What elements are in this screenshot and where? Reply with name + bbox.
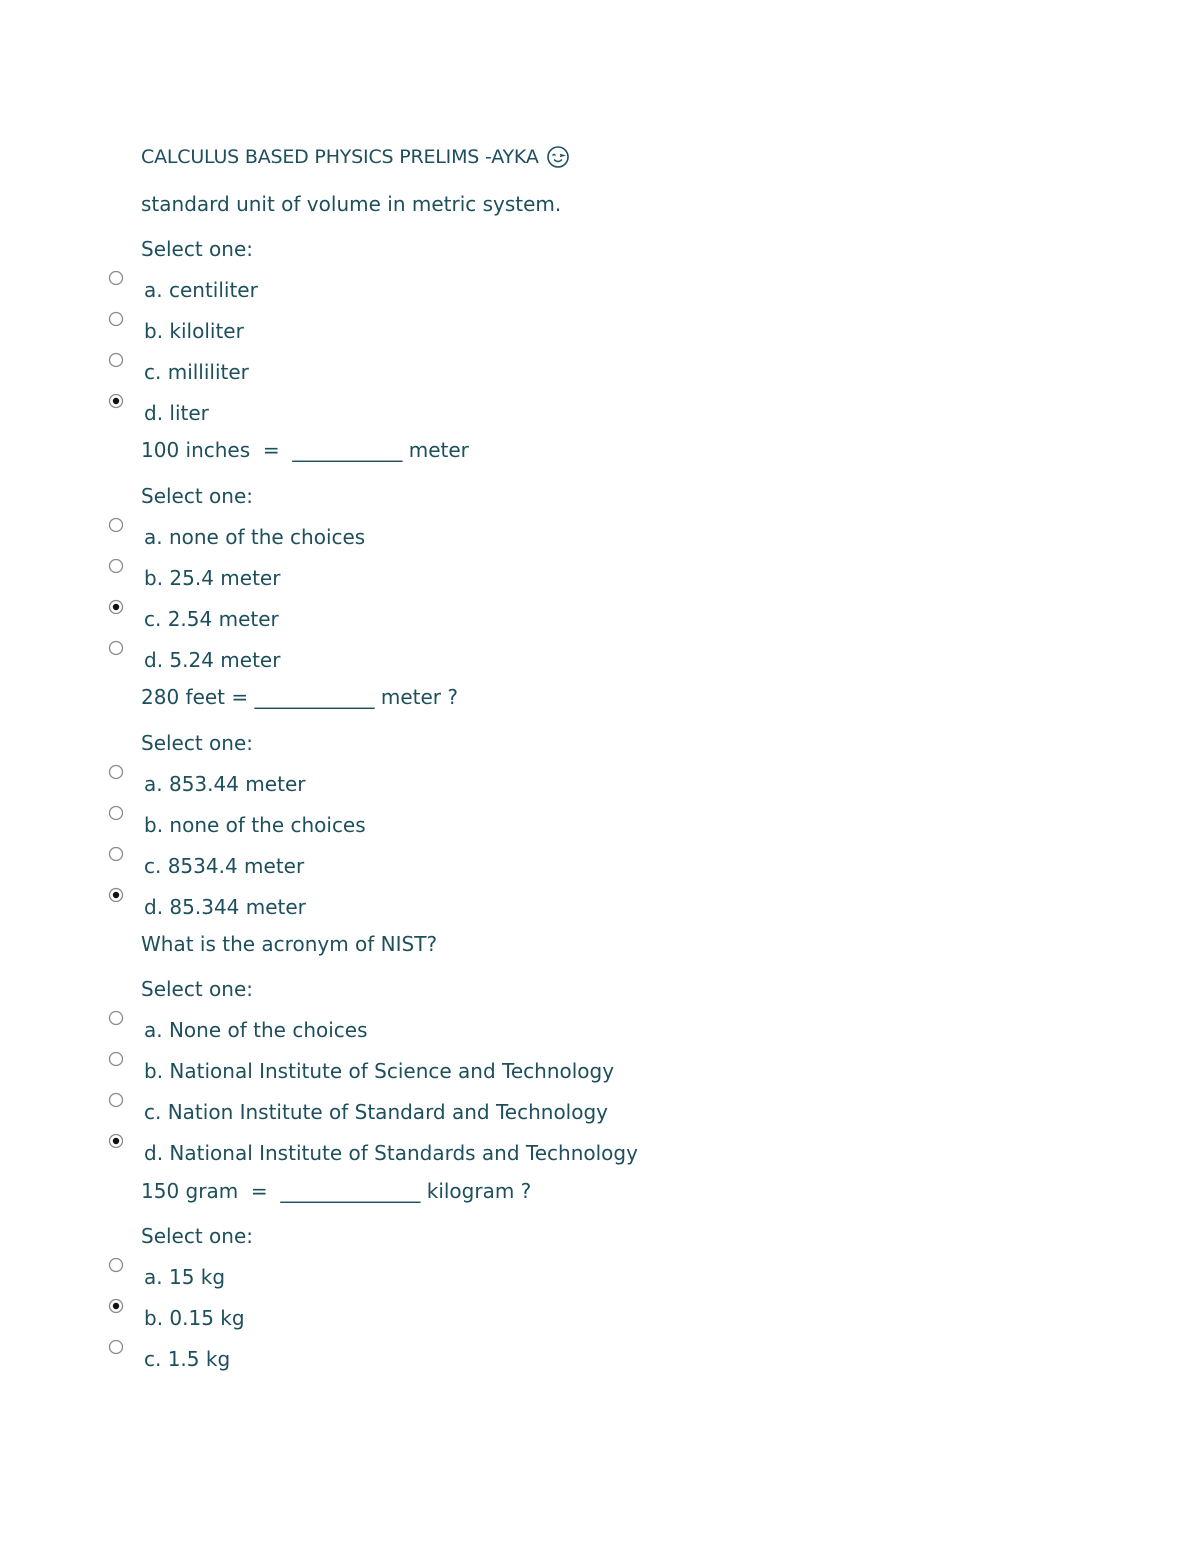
radio-selected-icon[interactable] [108,393,124,409]
radio-selected-icon[interactable] [108,599,124,615]
question-prompt: standard unit of volume in metric system. [141,192,562,216]
option-label: c. milliliter [144,360,249,384]
option-label: d. National Institute of Standards and Technology [144,1141,638,1165]
option-label: b. 0.15 kg [144,1306,245,1330]
select-one-label: Select one: [141,977,254,1001]
option-label: d. 85.344 meter [144,895,306,919]
radio-unselected-icon[interactable] [108,352,124,368]
option-label: a. 15 kg [144,1265,226,1289]
option-label: d. liter [144,401,209,425]
option-label: b. National Institute of Science and Technology [144,1059,615,1083]
option-label: d. 5.24 meter [144,648,281,672]
option-label: a. None of the choices [144,1018,368,1042]
option-label: c. 1.5 kg [144,1347,231,1371]
select-one-label: Select one: [141,484,254,508]
question-prompt: 280 feet = ____________ meter ? [141,685,458,709]
question-prompt: 150 gram = ______________ kilogram ? [141,1179,532,1203]
option-label: a. 853.44 meter [144,772,306,796]
radio-unselected-icon[interactable] [108,558,124,574]
option-label: b. kiloliter [144,319,244,343]
radio-unselected-icon[interactable] [108,311,124,327]
option-label: b. none of the choices [144,813,366,837]
radio-unselected-icon[interactable] [108,517,124,533]
select-one-label: Select one: [141,1224,254,1248]
option-label: a. none of the choices [144,525,366,549]
radio-unselected-icon[interactable] [108,805,124,821]
radio-unselected-icon[interactable] [108,1010,124,1026]
radio-selected-icon[interactable] [108,1298,124,1314]
radio-unselected-icon[interactable] [108,1339,124,1355]
radio-unselected-icon[interactable] [108,764,124,780]
radio-unselected-icon[interactable] [108,1092,124,1108]
option-label: c. 2.54 meter [144,607,279,631]
option-label: a. centiliter [144,278,258,302]
option-label: b. 25.4 meter [144,566,281,590]
option-label: c. 8534.4 meter [144,854,305,878]
radio-selected-icon[interactable] [108,1133,124,1149]
select-one-label: Select one: [141,731,254,755]
page-title [141,144,569,170]
radio-unselected-icon[interactable] [108,1257,124,1273]
radio-unselected-icon[interactable] [108,270,124,286]
question-prompt: What is the acronym of NIST? [141,932,438,956]
radio-unselected-icon[interactable] [108,846,124,862]
radio-unselected-icon[interactable] [108,640,124,656]
page-title-text: CALCULUS BASED PHYSICS PRELIMS -AYKA [141,146,539,168]
select-one-label: Select one: [141,237,254,261]
radio-unselected-icon[interactable] [108,1051,124,1067]
smiley-wink-icon [547,146,569,168]
radio-selected-icon[interactable] [108,887,124,903]
question-prompt: 100 inches = ___________ meter [141,438,469,462]
option-label: c. Nation Institute of Standard and Technology [144,1100,609,1124]
